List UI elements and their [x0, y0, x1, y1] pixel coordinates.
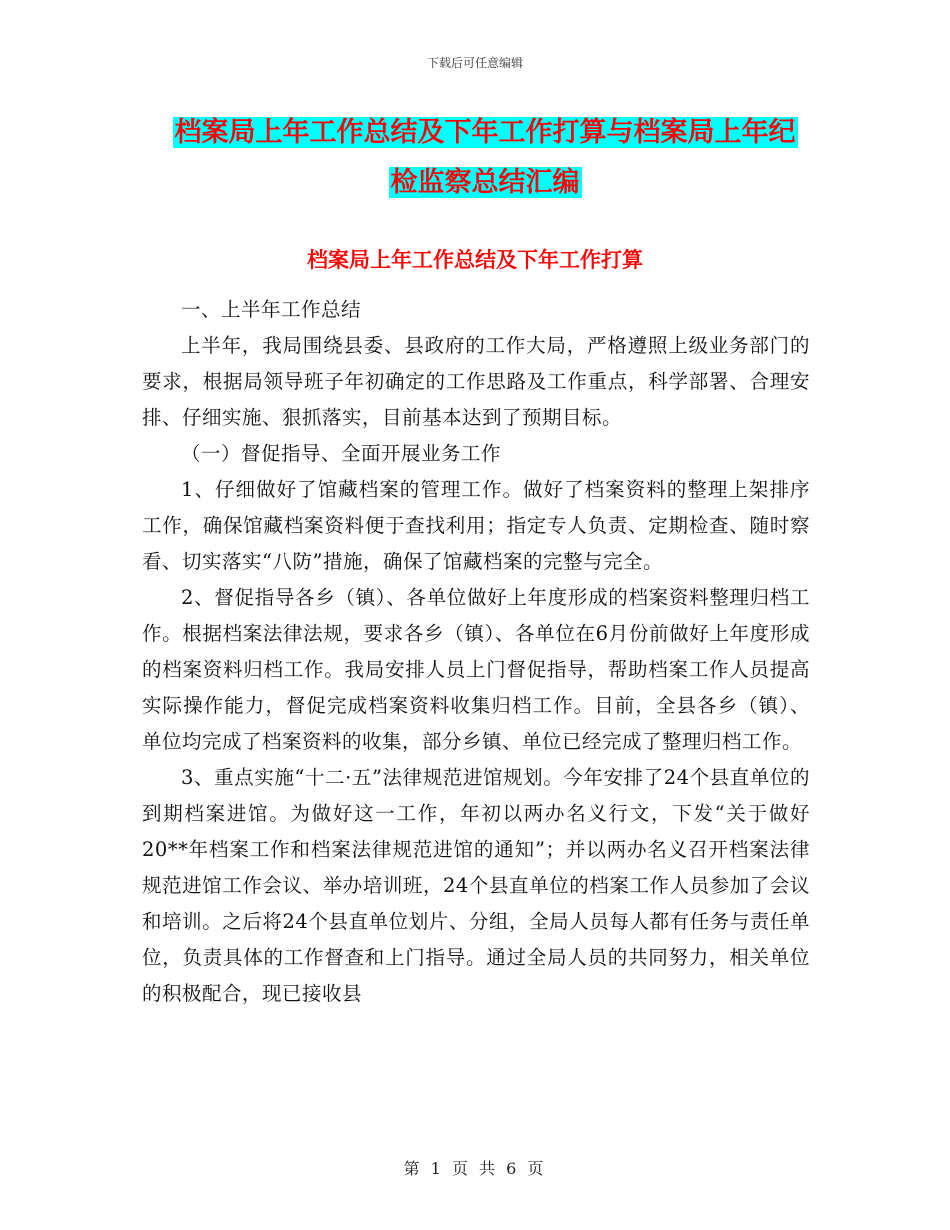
header-note: 下载后可任意编辑 — [426, 56, 523, 70]
paragraph-item-2: 2、督促指导各乡（镇）、各单位做好上年度形成的档案资料整理归档工作。根据档案法律法规，要求各乡（镇）、各单位在6月份前做好上年度形成的档案资料归档工作。我局安排人员上门督促指导，帮助档案工作人员提高实际操作能力，督促完成档案资料收集归档工作。目前，全县各乡（镇）、单位均完成了档案资料的收集，部分乡镇、单位已经完成了整理归档工作。 — [142, 586, 810, 753]
paragraph-intro: 上半年，我局围绕县委、县政府的工作大局，严格遵照上级业务部门的要求，根据局领导班子年初确定的工作思路及工作重点，科学部署、合理安排、仔细实施、狠抓落实，目前基本达到了预期目标。 — [142, 334, 810, 429]
paragraph-item-3: 3、重点实施“十二·五”法律规范进馆规划。今年安排了24个县直单位的到期档案进馆。为做好这一工作，年初以两办名义行文，下发“关于做好20**年档案工作和档案法律规范进馆的通知”；并以两办名义召开档案法律规范进馆工作会议、举办培训班，24个县直单位的档案工作人员参加了会议和培训。之后将24个县直单位划片、分组，全局人员每人都有任务与责任单位，负责具体的工作督查和上门指导。通过全局人员的共同努力，相关单位的积极配合，现已接收县 — [142, 766, 810, 1005]
main-title-line1: 档案局上年工作总结及下年工作打算与档案局上年纪 — [174, 117, 796, 148]
document-main-title — [140, 108, 830, 208]
heading-supervise-guide: （一）督促指导、全面开展业务工作 — [181, 442, 502, 465]
page-footer: 第 1 页 共 6 页 — [403, 1159, 547, 1178]
main-title-line2: 检监察总结汇编 — [390, 167, 580, 198]
paragraph-item-1: 1、仔细做好了馆藏档案的管理工作。做好了档案资料的整理上架排序工作，确保馆藏档案资料便于查找利用；指定专人负责、定期检查、随时察看、切实落实“八防”措施，确保了馆藏档案的完整与完全。 — [142, 478, 810, 573]
section-title: 档案局上年工作总结及下年工作打算 — [307, 248, 643, 272]
heading-first-half-summary: 一、上半年工作总结 — [181, 298, 362, 321]
document-body — [142, 292, 810, 1012]
